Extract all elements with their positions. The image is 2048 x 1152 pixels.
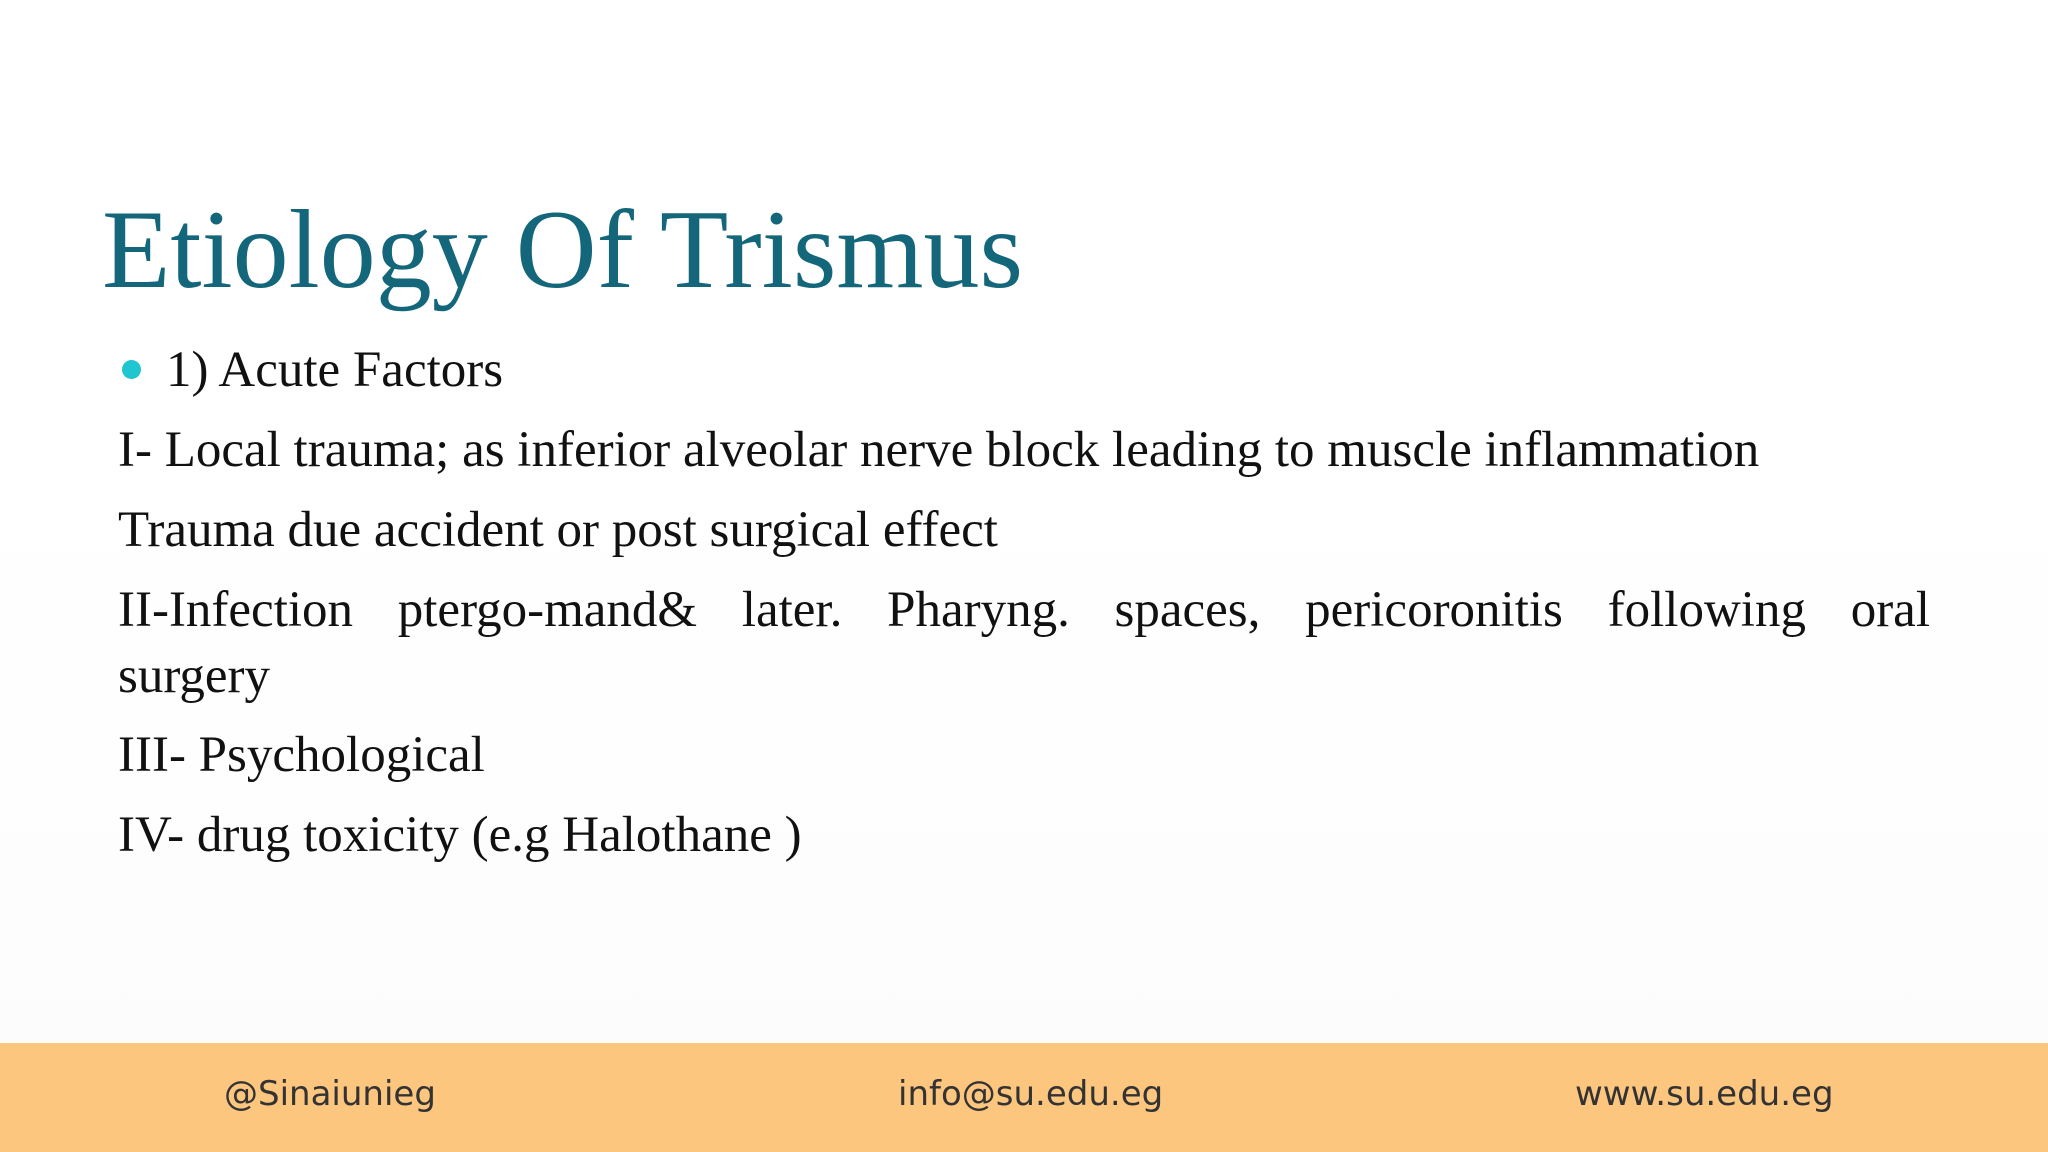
slide-title: Etiology Of Trismus (102, 188, 1024, 312)
content-line-drug-toxicity: IV- drug toxicity (e.g Halothane ) (118, 807, 802, 863)
bullet-text: 1) Acute Factors (166, 342, 504, 398)
footer-email: info@su.edu.eg (898, 1074, 1164, 1114)
content-line-infection: II-Infection ptergo-mand& later. Pharyng. spaces, pericoronitis following oral (118, 582, 1930, 638)
content-line-local-trauma: I- Local trauma; as inferior alveolar nerve block leading to muscle inflammation (118, 422, 1760, 478)
footer-social-handle: @Sinaiunieg (224, 1074, 436, 1114)
content-line-psychological: III- Psychological (118, 727, 485, 783)
content-line-trauma-accident: Trauma due accident or post surgical effect (118, 502, 998, 558)
content-line-infection-continued: surgery (118, 648, 271, 704)
footer-website: www.su.edu.eg (1575, 1074, 1834, 1114)
bullet-dot-icon (122, 360, 141, 379)
footer-bar (0, 1043, 2048, 1152)
